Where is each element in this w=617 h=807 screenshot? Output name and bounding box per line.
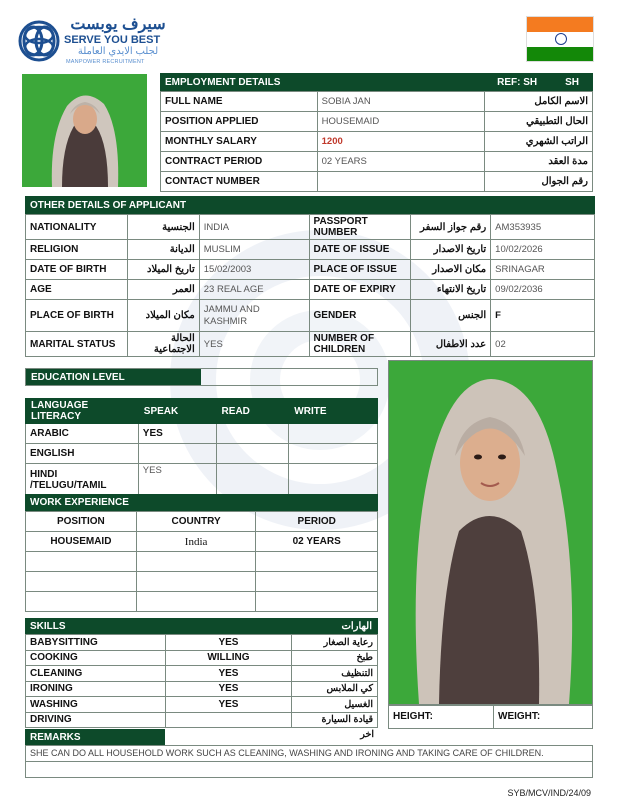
remarks-blank-row [25, 762, 593, 778]
table-row [26, 215, 595, 240]
applicant-left-label: RELIGION [26, 240, 128, 260]
language-english: ENGLISH [26, 444, 139, 464]
applicant-left-value: 23 REAL AGE [199, 280, 309, 300]
brand-arabic-tagline: لجلب الايدي العاملة [77, 46, 159, 57]
arabic-write [289, 424, 378, 444]
applicant-photo-small [22, 74, 147, 187]
employment-details-header [160, 73, 593, 91]
language-header-row [26, 399, 378, 424]
table-row [26, 697, 378, 713]
applicant-right-label: DATE OF EXPIRY [309, 280, 411, 300]
skill-arabic: الغسيل [292, 697, 378, 713]
skill-arabic: التنظيف [292, 666, 378, 682]
read-col: READ [216, 399, 289, 424]
applicant-right-value: 10/02/2026 [491, 240, 595, 260]
applicant-right-arabic: تاريخ الاصدار [411, 240, 491, 260]
work-country [136, 552, 256, 572]
table-row [26, 444, 378, 464]
contact-number-label: CONTACT NUMBER [161, 172, 318, 192]
country-col: COUNTRY [136, 512, 256, 532]
remarks-header: REMARKS [25, 729, 165, 745]
applicant-left-arabic: تاريخ الميلاد [127, 260, 199, 280]
work-position [26, 552, 137, 572]
applicant-left-label: DATE OF BIRTH [26, 260, 128, 280]
table-row [161, 92, 593, 112]
applicant-right-label: PLACE OF ISSUE [309, 260, 411, 280]
skill-name: BABYSITTING [26, 635, 166, 651]
full-name-label: FULL NAME [161, 92, 318, 112]
work-columns-row [26, 512, 378, 532]
work-period [256, 592, 378, 612]
applicant-left-value: 15/02/2003 [199, 260, 309, 280]
applicant-right-label: NUMBER OF CHILDREN [309, 332, 411, 357]
language-arabic: ARABIC [26, 424, 139, 444]
applicant-right-arabic: مكان الاصدار [411, 260, 491, 280]
document-code: SYB/MCV/IND/24/09 [507, 788, 591, 798]
skill-name: WASHING [26, 697, 166, 713]
applicant-right-arabic: الجنس [411, 300, 491, 332]
table-row [26, 532, 378, 552]
table-row [161, 172, 593, 192]
skills-title: SKILLS [30, 620, 66, 632]
company-logo [18, 14, 178, 66]
skill-value: WILLING [165, 650, 292, 666]
india-flag-icon [526, 16, 594, 62]
table-row [161, 152, 593, 172]
applicant-left-value: MUSLIM [199, 240, 309, 260]
applicant-left-value: JAMMU AND KASHMIR [199, 300, 309, 332]
full-name-arabic: الاسم الكامل [485, 92, 593, 112]
applicant-right-value: F [491, 300, 595, 332]
contact-number-value [317, 172, 485, 192]
skills-header [25, 618, 378, 634]
applicant-left-arabic: العمر [127, 280, 199, 300]
contract-period-arabic: مدة العقد [485, 152, 593, 172]
table-row [26, 592, 378, 612]
work-experience-header: WORK EXPERIENCE [25, 494, 378, 511]
remarks-header-row [25, 729, 378, 745]
applicant-left-label: NATIONALITY [26, 215, 128, 240]
applicant-left-arabic: الجنسية [127, 215, 199, 240]
work-position [26, 572, 137, 592]
logo-knot-icon [18, 20, 60, 62]
position-applied-label: POSITION APPLIED [161, 112, 318, 132]
applicant-right-arabic: رقم جواز السفر [411, 215, 491, 240]
table-row [26, 650, 378, 666]
education-level-row [25, 368, 378, 386]
table-row [26, 464, 378, 496]
arabic-read [216, 424, 289, 444]
skills-title-arabic: الهارات [341, 620, 372, 632]
monthly-salary-value: 1200 [317, 132, 485, 152]
applicant-left-value: YES [199, 332, 309, 357]
education-level-label: EDUCATION LEVEL [26, 369, 201, 385]
table-row [26, 240, 595, 260]
work-country [136, 572, 256, 592]
applicant-right-value: 09/02/2036 [491, 280, 595, 300]
contract-period-value: 02 YEARS [317, 152, 485, 172]
applicant-photo-large [389, 361, 592, 704]
applicant-left-arabic: مكان الميلاد [127, 300, 199, 332]
table-row [26, 280, 595, 300]
applicant-details-header: OTHER DETAILS OF APPLICANT [25, 196, 595, 214]
brand-name: SERVE YOU BEST [64, 34, 161, 46]
table-row [26, 681, 378, 697]
skill-name: IRONING [26, 681, 166, 697]
skill-arabic: رعاية الصغار [292, 635, 378, 651]
weight-label: WEIGHT: [498, 711, 541, 722]
language-literacy-col: LANGUAGE LITERACY [26, 399, 139, 424]
speak-col: SPEAK [138, 399, 216, 424]
work-position: HOUSEMAID [26, 532, 137, 552]
english-speak [138, 444, 216, 464]
brand-tagline: MANPOWER RECRUITMENT [66, 59, 145, 65]
work-country: India [136, 532, 256, 552]
work-position [26, 592, 137, 612]
table-row [161, 112, 593, 132]
applicant-right-value: SRINAGAR [491, 260, 595, 280]
employment-details-title: EMPLOYMENT DETAILS [165, 76, 281, 88]
skill-arabic: قيادة السيارة [292, 712, 378, 728]
ref-value: SH [565, 76, 579, 88]
table-row [26, 635, 378, 651]
table-row [161, 132, 593, 152]
applicant-right-label: PASSPORT NUMBER [309, 215, 411, 240]
table-row [26, 260, 595, 280]
table-row [26, 712, 378, 728]
applicant-photo-frame [388, 360, 593, 705]
employment-details-table [160, 91, 593, 192]
applicant-right-label: GENDER [309, 300, 411, 332]
contract-period-label: CONTRACT PERIOD [161, 152, 318, 172]
applicant-right-label: DATE OF ISSUE [309, 240, 411, 260]
position-applied-value: HOUSEMAID [317, 112, 485, 132]
skill-name: CLEANING [26, 666, 166, 682]
applicant-right-arabic: تاريخ الانتهاء [411, 280, 491, 300]
skill-arabic: كي الملابس [292, 681, 378, 697]
applicant-left-label: PLACE OF BIRTH [26, 300, 128, 332]
table-row [26, 300, 595, 332]
hindi-speak: YES [138, 464, 216, 496]
hindi-read [216, 464, 289, 496]
applicant-details-table [25, 214, 595, 357]
position-applied-arabic: الحال التطبيقي [485, 112, 593, 132]
english-write [289, 444, 378, 464]
period-col: PERIOD [256, 512, 378, 532]
work-period: 02 YEARS [256, 532, 378, 552]
physical-details-row [388, 705, 593, 729]
ref-label: REF: SH [497, 76, 538, 88]
skill-name: COOKING [26, 650, 166, 666]
work-period [256, 572, 378, 592]
ref-number [497, 77, 579, 88]
arabic-speak: YES [138, 424, 216, 444]
contact-number-arabic: رقم الجوال [485, 172, 593, 192]
skill-value: YES [165, 666, 292, 682]
skill-arabic: طبخ [292, 650, 378, 666]
table-row [26, 552, 378, 572]
table-row [26, 332, 595, 357]
table-row [26, 666, 378, 682]
skill-value [165, 712, 292, 728]
remarks-text: SHE CAN DO ALL HOUSEHOLD WORK SUCH AS CLEANING, WASHING AND IRONING AND TAKING CARE OF CHILDREN. [25, 745, 593, 762]
applicant-left-label: MARITAL STATUS [26, 332, 128, 357]
monthly-salary-label: MONTHLY SALARY [161, 132, 318, 152]
applicant-left-label: AGE [26, 280, 128, 300]
skill-name: DRIVING [26, 712, 166, 728]
skill-value: YES [165, 697, 292, 713]
table-row [26, 572, 378, 592]
monthly-salary-arabic: الراتب الشهري [485, 132, 593, 152]
position-col: POSITION [26, 512, 137, 532]
write-col: WRITE [289, 399, 378, 424]
skill-value: YES [165, 635, 292, 651]
skills-table [25, 634, 378, 728]
applicant-left-arabic: الحالة الاجتماعية [127, 332, 199, 357]
work-experience-table [25, 511, 378, 612]
hindi-write [289, 464, 378, 496]
table-row [26, 424, 378, 444]
applicant-right-arabic: عدد الاطفال [411, 332, 491, 357]
work-country [136, 592, 256, 612]
brand-arabic-name: سيرف يوبست [70, 16, 166, 33]
language-literacy-table [25, 398, 378, 496]
language-hindi: HINDI /TELUGU/TAMIL [26, 464, 139, 496]
skill-value: YES [165, 681, 292, 697]
work-period [256, 552, 378, 572]
education-level-value [201, 369, 377, 385]
applicant-right-value: AM353935 [491, 215, 595, 240]
full-name-value: SOBIA JAN [317, 92, 485, 112]
height-label: HEIGHT: [389, 706, 494, 728]
applicant-left-value: INDIA [199, 215, 309, 240]
applicant-right-value: 02 [491, 332, 595, 357]
applicant-left-arabic: الديانة [127, 240, 199, 260]
english-read [216, 444, 289, 464]
skills-other-arabic: اخر [360, 729, 374, 740]
